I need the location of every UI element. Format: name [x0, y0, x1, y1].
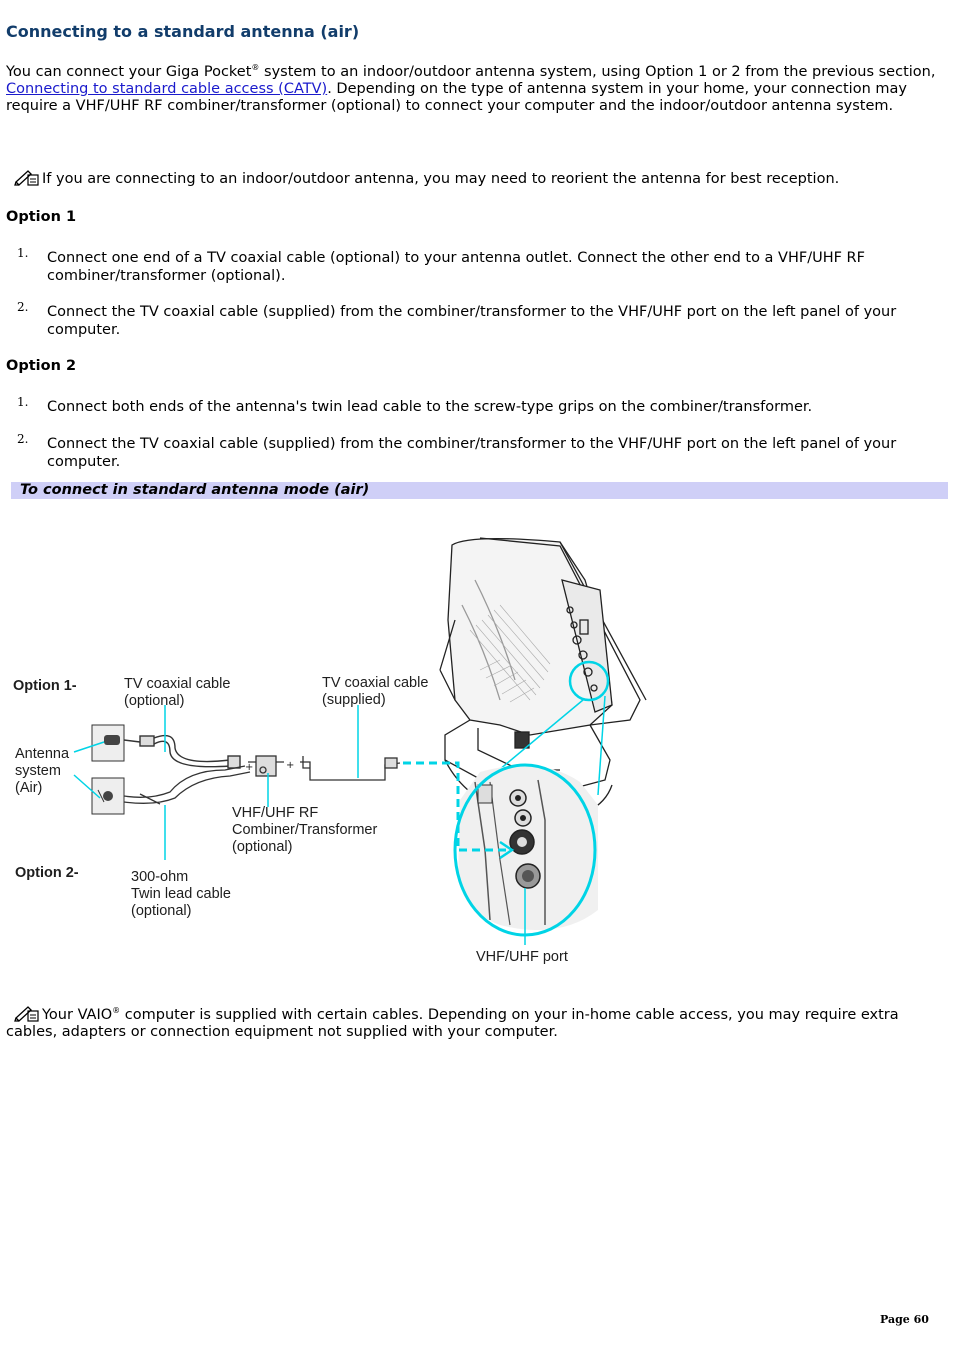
- step-text: Connect the TV coaxial cable (supplied) from the combiner/transformer to the VHF/UHF port on the left panel of your computer.: [47, 304, 897, 338]
- twin-lead-label: 300-ohm Twin lead cable (optional): [131, 869, 231, 919]
- antenna-system-label: Antenna system (Air): [15, 746, 70, 796]
- note-cables-text-2: computer is supplied with certain cables. Depending on your in-home cable access, you may require extra cables, adapters or connection equipment not supplied with your computer.: [6, 1007, 899, 1040]
- note-cables: [6, 1004, 936, 1041]
- intro-text-3: . Depending on the type of antenna system in your home, your connection may require a VHF/UHF RF combiner/transformer (optional) to connect your computer and the indoor/outdoor antenna system.: [6, 81, 907, 114]
- note-cables-text-1: Your VAIO: [42, 1007, 113, 1023]
- page-title: Connecting to a standard antenna (air): [6, 22, 360, 41]
- note-reorient-text: If you are connecting to an indoor/outdoor antenna, you may need to reorient the antenna for best reception.: [42, 171, 840, 187]
- step-number: 2.: [17, 300, 29, 314]
- note-pencil-icon: [14, 1004, 40, 1022]
- option2-heading: Option 2: [6, 358, 77, 374]
- step-number: 1.: [17, 246, 29, 260]
- note-reorient: [6, 168, 936, 188]
- connection-diagram: [0, 520, 954, 980]
- combiner-label: VHF/UHF RF Combiner/Transformer (optional): [232, 805, 378, 855]
- intro-paragraph: [6, 64, 936, 115]
- page-number: Page 60: [880, 1313, 929, 1326]
- registered-mark: ®: [112, 1006, 121, 1016]
- coax-optional-label: TV coaxial cable (optional): [124, 676, 231, 709]
- option1-heading: Option 1: [6, 209, 77, 225]
- procedure-title: To connect in standard antenna mode (air): [20, 482, 370, 498]
- intro-text-1: You can connect your Giga Pocket: [6, 64, 252, 80]
- svg-text:+: +: [245, 762, 254, 773]
- intro-text-2: system to an indoor/outdoor antenna system, using Option 1 or 2 from the previous section,: [259, 64, 936, 80]
- step-number: 1.: [17, 395, 29, 409]
- step-text: Connect one end of a TV coaxial cable (optional) to your antenna outlet. Connect the other end to a VHF/UHF RF combiner/transformer (optional).: [47, 250, 865, 284]
- option1-label: Option 1-: [13, 678, 77, 694]
- step-text: Connect the TV coaxial cable (supplied) from the combiner/transformer to the VHF/UHF port on the left panel of your computer.: [47, 436, 897, 470]
- step-text: Connect both ends of the antenna's twin lead cable to the screw-type grips on the combiner/transformer.: [47, 399, 813, 415]
- svg-text:+: +: [286, 760, 295, 771]
- note-pencil-icon: [14, 168, 40, 186]
- step-number: 2.: [17, 432, 29, 446]
- vhf-uhf-port-label: VHF/UHF port: [476, 949, 568, 965]
- procedure-title-band: [11, 482, 948, 499]
- coax-supplied-label: TV coaxial cable (supplied): [322, 675, 429, 708]
- catv-link[interactable]: Connecting to standard cable access (CATV): [6, 81, 328, 97]
- registered-mark: ®: [251, 63, 260, 73]
- option2-label: Option 2-: [15, 865, 79, 881]
